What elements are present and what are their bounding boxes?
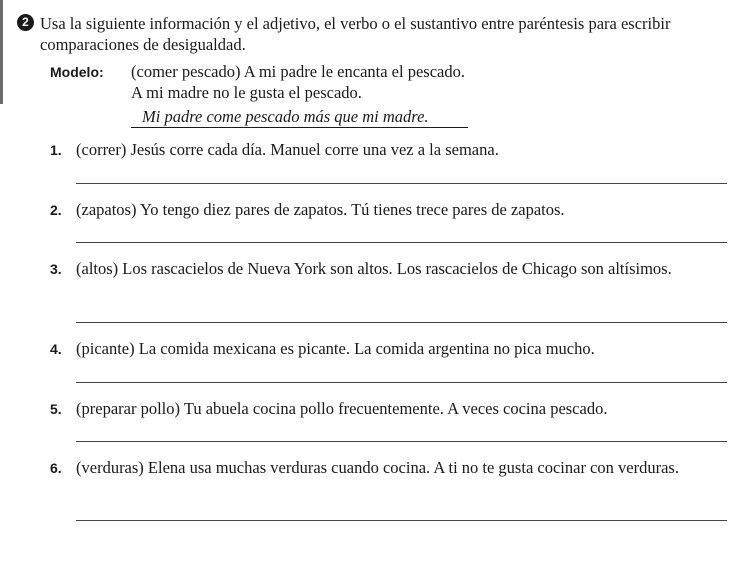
exercise-instructions: Usa la siguiente información y el adjetivo, el verbo o el sustantivo entre paréntesis para escribir comparaciones de desigualdad. <box>40 14 671 54</box>
item-number: 2. <box>50 202 62 218</box>
answer-line-6[interactable] <box>76 520 727 521</box>
modelo-prompt-line-2: A mi madre no le gusta el pescado. <box>131 83 362 102</box>
item-prompt: (correr) Jesús corre cada día. Manuel corre una vez a la semana. <box>76 140 499 159</box>
item-prompt: (verduras) Elena usa muchas verduras cuando cocina. A ti no te gusta cocinar con verduras. <box>76 458 679 477</box>
modelo-label: Modelo: <box>50 64 104 80</box>
item-number: 1. <box>50 142 62 158</box>
item-prompt: (preparar pollo) Tu abuela cocina pollo frecuentemente. A veces cocina pescado. <box>76 399 608 418</box>
item-number: 4. <box>50 341 62 357</box>
modelo-prompt-line-1: (comer pescado) A mi padre le encanta el pescado. <box>131 62 465 81</box>
item-prompt: (zapatos) Yo tengo diez pares de zapatos. Tú tienes trece pares de zapatos. <box>76 200 565 219</box>
item-number: 5. <box>50 401 62 417</box>
item-prompt: (altos) Los rascacielos de Nueva York son altos. Los rascacielos de Chicago son altísimos. <box>76 259 672 278</box>
answer-line-1[interactable] <box>76 183 727 184</box>
answer-line-5[interactable] <box>76 441 727 442</box>
answer-line-2[interactable] <box>76 242 727 243</box>
modelo-answer: Mi padre come pescado más que mi madre. <box>131 107 468 128</box>
answer-line-3[interactable] <box>76 322 727 323</box>
exercise-number-badge: 2 <box>17 14 34 31</box>
answer-line-4[interactable] <box>76 382 727 383</box>
item-number: 6. <box>50 460 62 476</box>
margin-rule <box>0 0 3 104</box>
item-number: 3. <box>50 261 62 277</box>
item-prompt: (picante) La comida mexicana es picante. La comida argentina no pica mucho. <box>76 339 595 358</box>
